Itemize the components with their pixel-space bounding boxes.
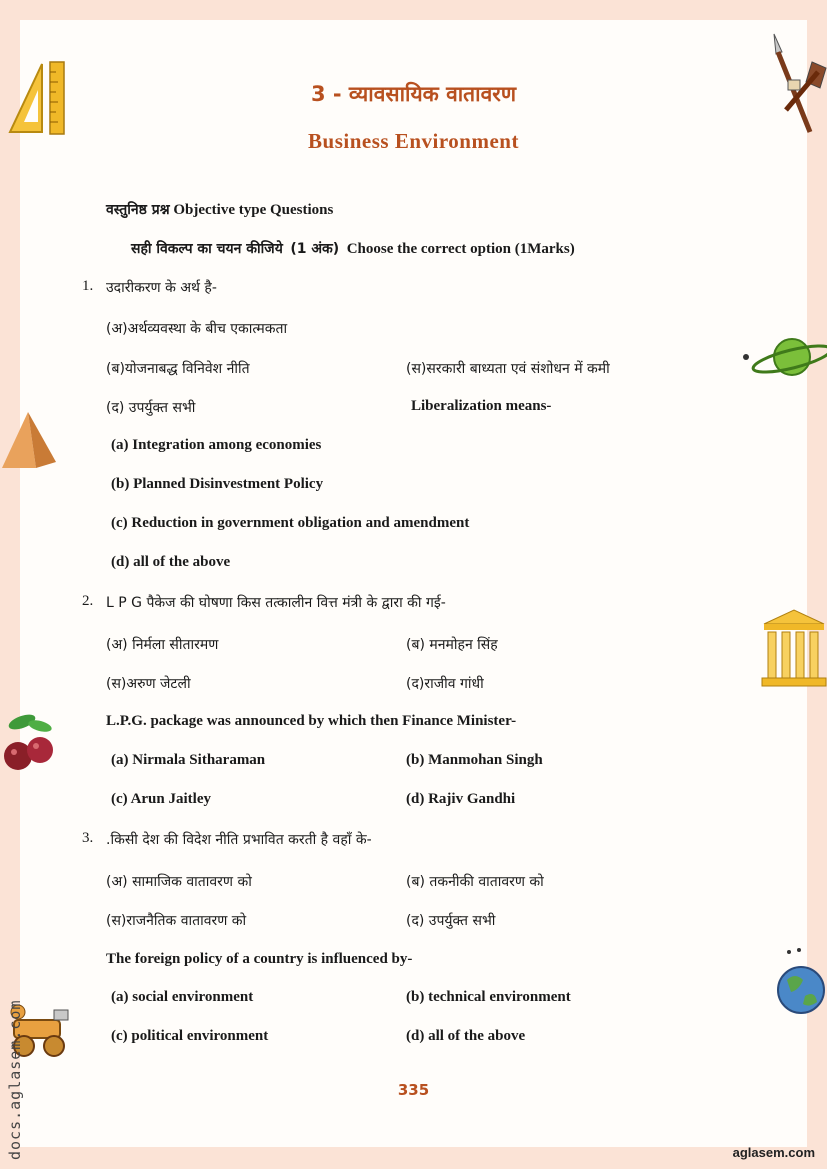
option-hindi: (द) उपर्युक्त सभी xyxy=(406,913,496,929)
footer-site-link[interactable]: aglasem.com xyxy=(732,1145,815,1160)
option-english: (b) Manmohan Singh xyxy=(406,752,543,768)
option-hindi: (स)राजनैतिक वातावरण को xyxy=(106,913,247,929)
option-hindi: (ब) तकनीकी वातावरण को xyxy=(406,874,544,890)
option-english: (a) Nirmala Sitharaman xyxy=(111,752,266,768)
question-english: The foreign policy of a country is influenced by- xyxy=(106,951,413,967)
option-english: (d) all of the above xyxy=(406,1028,526,1044)
option-hindi: (अ) निर्मला सीतारमण xyxy=(106,637,219,653)
option-english: (d) all of the above xyxy=(111,554,231,570)
option-english: (a) Integration among economies xyxy=(111,437,322,453)
section-instruction xyxy=(131,239,575,258)
section-heading-english: Objective type Questions xyxy=(173,202,334,218)
question-hindi: उदारीकरण के अर्थ है- xyxy=(106,280,217,296)
chapter-title-english: Business Environment xyxy=(308,129,519,153)
temple-icon xyxy=(760,608,827,688)
instruction-hindi: सही विकल्प का चयन कीजिये xyxy=(131,241,283,257)
option-hindi: (द)राजीव गांधी xyxy=(406,676,484,692)
option-hindi: (अ) सामाजिक वातावरण को xyxy=(106,874,252,890)
pyramid-icon xyxy=(0,410,58,470)
globe-icon xyxy=(775,946,827,1018)
question-hindi: .किसी देश की विदेश नीति प्रभावित करती है वहाँ के- xyxy=(106,832,372,848)
option-english: (c) Arun Jaitley xyxy=(111,791,211,807)
question-number: 3. xyxy=(82,830,94,846)
planet-icon xyxy=(740,335,827,385)
option-english: (a) social environment xyxy=(111,989,254,1005)
section-heading xyxy=(106,200,333,219)
option-english: (c) Reduction in government obligation and amendment xyxy=(111,515,470,531)
question-number: 1. xyxy=(82,278,94,294)
instruction-english: Choose the correct option (1Marks) xyxy=(346,241,575,257)
question-number: 2. xyxy=(82,593,94,609)
option-hindi: (ब)योजनाबद्ध विनिवेश नीति xyxy=(106,361,250,377)
chapter-title-hindi: 3 - व्यावसायिक वातावरण xyxy=(310,82,517,106)
option-hindi: (द) उपर्युक्त सभी xyxy=(106,400,196,416)
berries-icon xyxy=(2,708,58,780)
option-hindi: (अ)अर्थव्यवस्था के बीच एकात्मकता xyxy=(106,321,288,337)
section-heading-hindi: वस्तुनिष्ठ प्रश्न xyxy=(106,202,170,218)
page xyxy=(20,20,807,1147)
option-hindi: (ब) मनमोहन सिंह xyxy=(406,637,498,653)
side-watermark: docs.aglasem.com xyxy=(6,999,24,1160)
option-english: (b) Planned Disinvestment Policy xyxy=(111,476,324,492)
instruction-marks: (1 अंक) xyxy=(290,241,340,257)
option-english: (d) Rajiv Gandhi xyxy=(406,791,516,807)
option-hindi: (स)अरुण जेटली xyxy=(106,676,191,692)
question-hindi: L P G पैकेज की घोषणा किस तत्कालीन वित्त मंत्री के द्वारा की गई- xyxy=(106,595,446,611)
question-english: Liberalization means- xyxy=(411,398,552,414)
page-number: 335 xyxy=(397,1081,430,1099)
option-hindi: (स)सरकारी बाध्यता एवं संशोधन में कमी xyxy=(406,361,610,377)
option-english: (b) technical environment xyxy=(406,989,571,1005)
option-english: (c) political environment xyxy=(111,1028,269,1044)
question-english: L.P.G. package was announced by which then Finance Minister- xyxy=(106,713,517,729)
